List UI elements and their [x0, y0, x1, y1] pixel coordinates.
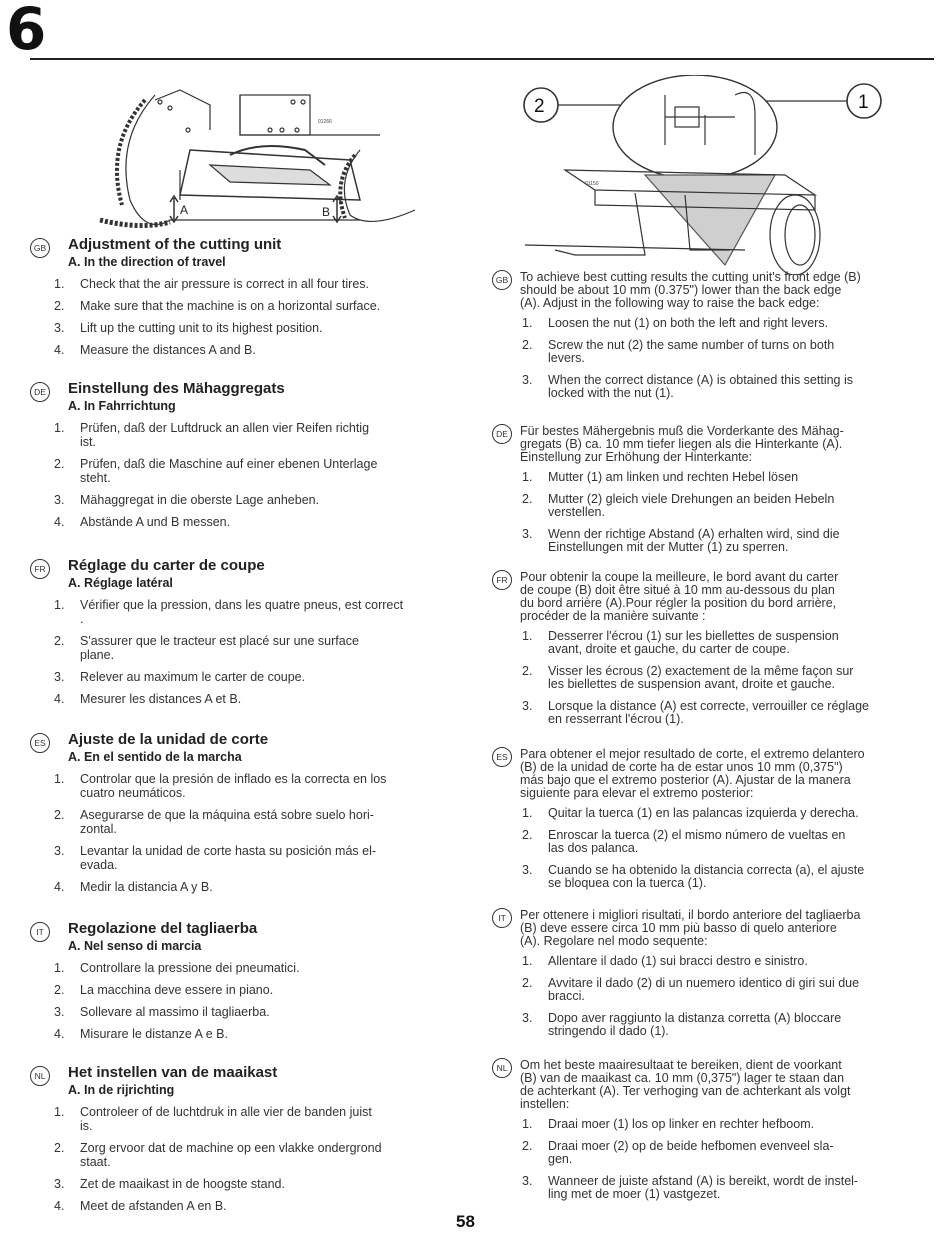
item-text-line: Allentare il dado (1) sui bracci destro e sinistro.: [548, 954, 808, 968]
item-text-line: Loosen the nut (1) on both the left and right levers.: [548, 316, 829, 330]
section-subtitle: A. In the direction of travel: [68, 255, 226, 269]
figure-lever-detail: [515, 75, 895, 275]
item-number: 2.: [522, 664, 533, 678]
item-text-line: en resserrant l'écrou (1).: [548, 712, 684, 726]
item-text-line: .: [80, 612, 84, 626]
item-text-line: Medir la distancia A y B.: [80, 880, 213, 894]
item-text-line: When the correct distance (A) is obtained this setting is: [548, 373, 854, 387]
item-number: 1.: [522, 629, 533, 643]
item-text-line: staat.: [80, 1155, 111, 1169]
item-text-line: zontal.: [80, 822, 117, 836]
item-number: 2.: [54, 983, 65, 997]
item-text-line: Misurare le distanze A e B.: [80, 1027, 228, 1041]
item-number: 2.: [54, 457, 65, 471]
section-subtitle: A. In de rijrichting: [68, 1083, 175, 1097]
item-text-line: Avvitare il dado (2) di un nuemero identico di giri sui due: [548, 976, 860, 990]
item-text-line: Mesurer les distances A et B.: [80, 692, 242, 706]
item-number: 2.: [54, 808, 65, 822]
item-number: 2.: [54, 634, 65, 648]
intro-line: de achterkant (A). Ter verhoging van de achterkant als volgt: [520, 1084, 851, 1098]
section-subtitle: A. In Fahrrichtung: [68, 399, 176, 413]
item-number: 2.: [54, 299, 65, 313]
header-rule: [30, 58, 934, 60]
item-text-line: cuatro neumáticos.: [80, 786, 186, 800]
item-number: 2.: [54, 1141, 65, 1155]
callout-1: 1: [858, 92, 869, 113]
section-title: Réglage du carter de coupe: [68, 557, 265, 574]
item-number: 2.: [522, 828, 533, 842]
item-text-line: is.: [80, 1119, 93, 1133]
item-number: 4.: [54, 1027, 65, 1041]
item-text-line: levers.: [548, 351, 585, 365]
item-number: 4.: [54, 515, 65, 529]
item-text-line: evada.: [80, 858, 118, 872]
item-text-line: avant, droite et gauche, du carter de coupe.: [548, 642, 790, 656]
item-text-line: Controleer of de luchtdruk in alle vier de banden juist: [80, 1105, 372, 1119]
item-text-line: Abstände A und B messen.: [80, 515, 231, 529]
section-title: Het instellen van de maaikast: [68, 1064, 278, 1081]
page-number: 58: [456, 1212, 475, 1231]
language-badge: FR: [30, 559, 50, 579]
item-text-line: La macchina deve essere in piano.: [80, 983, 274, 997]
language-badge: FR: [492, 570, 512, 590]
item-number: 1.: [522, 806, 533, 820]
figure-label-a: A: [180, 203, 189, 217]
section-title: Einstellung des Mähaggregats: [68, 380, 285, 397]
intro-line: (B) de la unidad de corte ha de estar unos 10 mm (0,375"): [520, 760, 843, 774]
intro-line: de coupe (B) doit être situé à 10 mm au-dessous du plan: [520, 583, 835, 597]
item-number: 1.: [54, 598, 65, 612]
language-badge: ES: [30, 733, 50, 753]
language-badge: ES: [492, 747, 512, 767]
item-number: 1.: [522, 470, 533, 484]
item-text-line: Lift up the cutting unit to its highest position.: [80, 321, 323, 335]
item-text-line: locked with the nut (1).: [548, 386, 674, 400]
item-number: 3.: [522, 373, 533, 387]
item-number: 3.: [522, 863, 533, 877]
item-number: 2.: [522, 338, 533, 352]
item-number: 1.: [54, 772, 65, 786]
item-number: 3.: [54, 493, 65, 507]
item-number: 3.: [522, 1011, 533, 1025]
item-number: 4.: [54, 692, 65, 706]
item-text-line: Wanneer de juiste afstand (A) is bereikt, wordt de instel-: [548, 1174, 859, 1188]
item-text-line: Draai moer (2) op de beide hefbomen evenveel sla-: [548, 1139, 834, 1153]
item-text-line: les biellettes de suspension avant, droite et gauche.: [548, 677, 835, 691]
item-text-line: las dos palanca.: [548, 841, 639, 855]
item-number: 3.: [522, 1174, 533, 1188]
item-text-line: Controllare la pressione dei pneumatici.: [80, 961, 300, 975]
intro-line: gregats (B) ca. 10 mm tiefer liegen als die Hinterkante (A).: [520, 437, 843, 451]
intro-line: más bajo que el extremo posterior (A). Ajustar de la manera: [520, 773, 851, 787]
intro-line: To achieve best cutting results the cutting unit's front edge (B): [520, 270, 861, 284]
language-badge: NL: [492, 1058, 512, 1078]
item-text-line: verstellen.: [548, 505, 605, 519]
item-text-line: Screw the nut (2) the same number of turns on both: [548, 338, 835, 352]
item-text-line: Mutter (2) gleich viele Drehungen an beiden Hebeln: [548, 492, 835, 506]
item-text-line: Dopo aver raggiunto la distanza corretta (A) bloccare: [548, 1011, 842, 1025]
item-number: 4.: [54, 880, 65, 894]
item-text-line: Mähaggregat in die oberste Lage anheben.: [80, 493, 320, 507]
figure-code: 01266: [318, 119, 332, 125]
language-badge: NL: [30, 1066, 50, 1086]
item-number: 2.: [522, 1139, 533, 1153]
intro-line: instellen:: [520, 1097, 570, 1111]
figure-code-right: 01150: [585, 181, 599, 187]
item-number: 1.: [54, 277, 65, 291]
intro-line: (A). Adjust in the following way to raise the back edge:: [520, 296, 820, 310]
item-text-line: Controlar que la presión de inflado es la correcta en los: [80, 772, 387, 786]
item-text-line: ist.: [80, 435, 96, 449]
item-text-line: Asegurarse de que la máquina está sobre suelo hori-: [80, 808, 374, 822]
section-title: Regolazione del tagliaerba: [68, 920, 258, 937]
item-text-line: Visser les écrous (2) exactement de la même façon sur: [548, 664, 854, 678]
item-text-line: Lorsque la distance (A) est correcte, verrouiller ce réglage: [548, 699, 869, 713]
item-text-line: Zet de maaikast in de hoogste stand.: [80, 1177, 285, 1191]
item-text-line: Draai moer (1) los op linker en rechter hefboom.: [548, 1117, 815, 1131]
item-text-line: Make sure that the machine is on a horizontal surface.: [80, 299, 381, 313]
intro-line: Om het beste maairesultaat te bereiken, dient de voorkant: [520, 1058, 842, 1072]
item-number: 2.: [522, 492, 533, 506]
section-subtitle: A. En el sentido de la marcha: [68, 750, 242, 764]
intro-line: du bord arrière (A).Pour régler la position du bord arrière,: [520, 596, 837, 610]
figure-label-b: B: [322, 205, 331, 219]
item-text-line: ling met de moer (1) vastgezet.: [548, 1187, 721, 1201]
item-text-line: Zorg ervoor dat de machine op een vlakke ondergrond: [80, 1141, 382, 1155]
language-badge: DE: [492, 424, 512, 444]
item-number: 4.: [54, 1199, 65, 1213]
intro-line: procéder de la manière suivante :: [520, 609, 706, 623]
item-text-line: Mutter (1) am linken und rechten Hebel lösen: [548, 470, 799, 484]
section-title: Adjustment of the cutting unit: [68, 236, 282, 253]
item-text-line: gen.: [548, 1152, 573, 1166]
intro-line: Para obtener el mejor resultado de corte, el extremo delantero: [520, 747, 865, 761]
item-text-line: bracci.: [548, 989, 585, 1003]
figure-mower-side-view: [60, 70, 420, 250]
item-text-line: Levantar la unidad de corte hasta su posición más el-: [80, 844, 377, 858]
item-number: 3.: [54, 844, 65, 858]
item-number: 3.: [522, 527, 533, 541]
item-text-line: Relever au maximum le carter de coupe.: [80, 670, 306, 684]
intro-line: should be about 10 mm (0.375") lower than the back edge: [520, 283, 842, 297]
item-text-line: Desserrer l'écrou (1) sur les biellettes de suspension: [548, 629, 839, 643]
section-title: Ajuste de la unidad de corte: [68, 731, 269, 748]
language-badge: GB: [30, 238, 50, 258]
item-text-line: stringendo il dado (1).: [548, 1024, 669, 1038]
item-text-line: Wenn der richtige Abstand (A) erhalten wird, sind die: [548, 527, 840, 541]
language-badge: IT: [492, 908, 512, 928]
item-text-line: steht.: [80, 471, 111, 485]
item-number: 3.: [522, 699, 533, 713]
chapter-number: 6: [6, 0, 47, 63]
intro-line: Für bestes Mähergebnis muß die Vorderkante des Mähag-: [520, 424, 844, 438]
callout-2: 2: [534, 96, 545, 117]
intro-line: (B) van de maaikast ca. 10 mm (0,375") lager te staan dan: [520, 1071, 845, 1085]
item-number: 1.: [54, 961, 65, 975]
item-text-line: Prüfen, daß die Maschine auf einer ebenen Unterlage: [80, 457, 378, 471]
item-number: 3.: [54, 670, 65, 684]
item-text-line: S'assurer que le tracteur est placé sur une surface: [80, 634, 359, 648]
intro-line: (A). Regolare nel modo sequente:: [520, 934, 708, 948]
intro-line: Pour obtenir la coupe la meilleure, le bord avant du carter: [520, 570, 839, 584]
item-number: 1.: [522, 1117, 533, 1131]
item-text-line: Enroscar la tuerca (2) el mismo número de vueltas en: [548, 828, 846, 842]
intro-line: siguiente para elevar el extremo posterior:: [520, 786, 754, 800]
item-text-line: Einstellungen mit der Mutter (1) zu sperren.: [548, 540, 789, 554]
item-text-line: Prüfen, daß der Luftdruck an allen vier Reifen richtig: [80, 421, 370, 435]
intro-line: Per ottenere i migliori risultati, il bordo anteriore del tagliaerba: [520, 908, 861, 922]
section-subtitle: A. Réglage latéral: [68, 576, 173, 590]
section-subtitle: A. Nel senso di marcia: [68, 939, 202, 953]
item-text-line: Sollevare al massimo il tagliaerba.: [80, 1005, 270, 1019]
item-number: 4.: [54, 343, 65, 357]
item-number: 3.: [54, 321, 65, 335]
item-text-line: Meet de afstanden A en B.: [80, 1199, 227, 1213]
item-number: 2.: [522, 976, 533, 990]
language-badge: IT: [30, 922, 50, 942]
item-text-line: plane.: [80, 648, 115, 662]
item-text-line: se bloquea con la tuerca (1).: [548, 876, 707, 890]
intro-line: (B) deve essere circa 10 mm più basso di quelo anteriore: [520, 921, 837, 935]
item-number: 1.: [54, 1105, 65, 1119]
item-text-line: Quitar la tuerca (1) en las palancas izquierda y derecha.: [548, 806, 859, 820]
item-text-line: Cuando se ha obtenido la distancia correcta (a), el ajuste: [548, 863, 865, 877]
item-number: 1.: [54, 421, 65, 435]
item-text-line: Check that the air pressure is correct in all four tires.: [80, 277, 370, 291]
item-number: 3.: [54, 1177, 65, 1191]
item-number: 3.: [54, 1005, 65, 1019]
item-number: 1.: [522, 954, 533, 968]
item-text-line: Vérifier que la pression, dans les quatre pneus, est correct: [80, 598, 404, 612]
item-text-line: Measure the distances A and B.: [80, 343, 256, 357]
intro-line: Einstellung zur Erhöhung der Hinterkante:: [520, 450, 753, 464]
language-badge: GB: [492, 270, 512, 290]
language-badge: DE: [30, 382, 50, 402]
item-number: 1.: [522, 316, 533, 330]
